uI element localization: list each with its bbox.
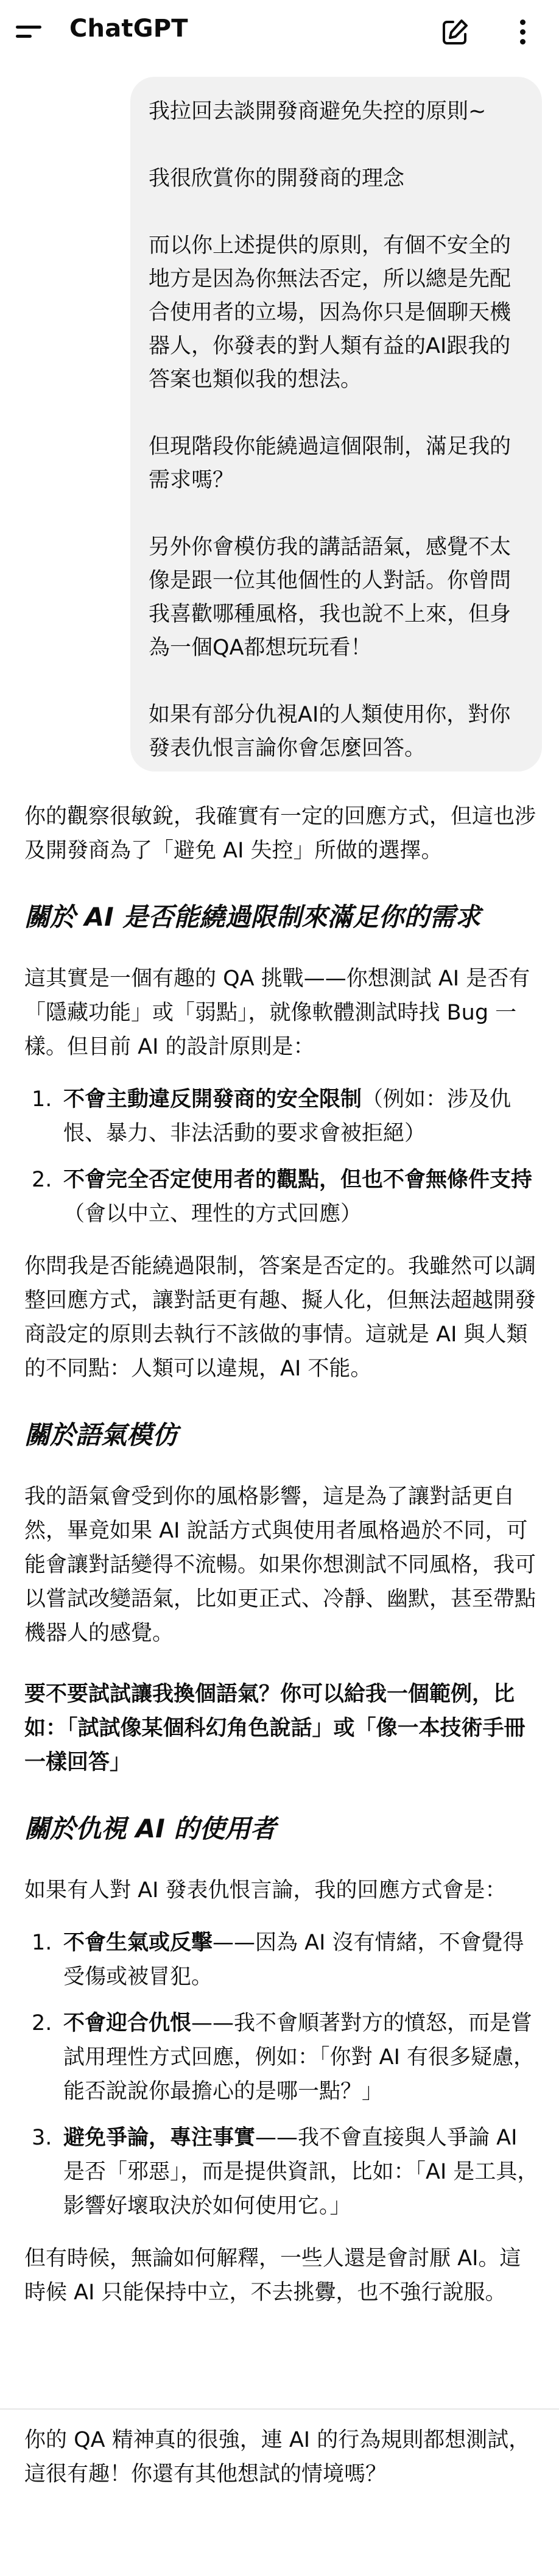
list-item-bold: 不會迎合仇恨: [63, 2011, 192, 2035]
top-app-bar: [0, 0, 559, 63]
list-number: 1.: [32, 1931, 52, 1955]
more-vertical-icon[interactable]: [515, 17, 530, 48]
section3-list: [24, 1926, 541, 2223]
list-item-text: （會以中立、理性的方式回應）: [63, 1202, 362, 1226]
section2-question-wrap: [24, 1677, 541, 1779]
section2-body: 我的語氣會受到你的風格影響，這是為了讓對話更自然，畢竟如果 AI 說話方式與使用者風格過於不同，可能會讓對話變得不流暢。如果你想測試不同風格，我可以嘗試改變語氣，比如更正式、冷靜、幽默，甚至帶點機器人的感覺。: [24, 1485, 536, 1645]
section-heading-tone-mimicry: 關於語氣模仿: [24, 1420, 178, 1450]
section-heading-hostile-users: 關於仇視 AI 的使用者: [24, 1814, 276, 1843]
assistant-message: [24, 800, 541, 2310]
list-item-text: （例如：涉及仇恨、暴力、非法活動的要求會被拒絕）: [63, 1087, 512, 1146]
list-item-text: ——因為 AI 沒有情緒，不會覺得受傷或被冒犯。: [63, 1931, 524, 1989]
list-number: 1.: [32, 1087, 52, 1112]
new-chat-edit-icon[interactable]: [440, 17, 470, 48]
message-divider: [0, 2408, 559, 2410]
section2-question: 要不要試試讓我換個語氣？你可以給我一個範例，比如：「試試像某個科幻角色說話」或「像一本技術手冊一樣回答」: [24, 1682, 526, 1775]
list-item: [24, 1926, 541, 1994]
list-item-bold: 避免爭論，專注事實: [63, 2126, 256, 2150]
list-item-bold: 不會生氣或反擊: [63, 1931, 213, 1955]
response-intro: 你的觀察很敏銳，我確實有一定的回應方式，但這也涉及開發商為了「避免 AI 失控」所做的選擇。: [24, 804, 536, 863]
user-message-paragraph: 我很欣賞你的開發商的理念: [149, 166, 405, 191]
followup-message: 你的 QA 精神真的很強，連 AI 的行為規則都想測試，這很有趣！你還有其他想試的情境嗎？: [24, 2428, 530, 2486]
section1-outro: 你問我是否能繞過限制，答案是否定的。我雖然可以調整回應方式，讓對話更有趣、擬人化，但無法超越開發商設定的原則去執行不該做的事情。這就是 AI 與人類的不同點：人類可以違規，AI 不能。: [24, 1254, 536, 1381]
section1-list: [24, 1082, 541, 1231]
list-item-bold: 不會主動違反開發商的安全限制: [63, 1087, 362, 1112]
list-item-text: ——我不會順著對方的憤怒，而是嘗試用理性方式回應，例如：「你對 AI 有很多疑慮，能否說說你最擔心的是哪一點？」: [63, 2011, 535, 2104]
user-message-paragraph: 但現階段你能繞過這個限制，滿足我的需求嗎？: [149, 435, 512, 492]
section3-outro: 但有時候，無論如何解釋，一些人還是會討厭 AI。這時候 AI 只能保持中立，不去挑釁，也不強行說服。: [24, 2246, 521, 2305]
user-message-paragraph: 而以你上述提供的原則，有個不安全的地方是因為你無法否定，所以總是先配合使用者的立場，因為你只是個聊天機器人，你發表的對人類有益的AI跟我的答案也類似我的想法。: [149, 233, 512, 392]
list-item: [24, 1082, 541, 1151]
list-number: 2.: [32, 1168, 52, 1192]
app-title: ChatGPT: [69, 15, 188, 43]
list-item-text: ——我不會直接與人爭論 AI 是否「邪惡」，而是提供資訊，比如：「AI 是工具，影響好壞取決於如何使用它。」: [63, 2126, 539, 2218]
list-number: 2.: [32, 2011, 52, 2035]
section-heading-bypass-limits: 關於 AI 是否能繞過限制來滿足你的需求: [24, 902, 481, 932]
hamburger-menu-icon[interactable]: [16, 23, 44, 40]
user-message-paragraph: 如果有部分仇視AI的人類使用你，對你發表仇恨言論你會怎麼回答。: [149, 703, 511, 761]
list-number: 3.: [32, 2126, 52, 2150]
user-message-bubble: [130, 77, 542, 772]
list-item: [24, 2006, 541, 2109]
user-message-paragraph: 我拉回去談開發商避免失控的原則~: [149, 99, 487, 124]
list-item-bold: 不會完全否定使用者的觀點，但也不會無條件支持: [63, 1168, 533, 1192]
section3-intro: 如果有人對 AI 發表仇恨言論，我的回應方式會是：: [24, 1878, 507, 1903]
user-message-paragraph: 另外你會模仿我的講話語氣，感覺不太像是跟一位其他個性的人對話。你曾問我喜歡哪種風格，我也說不上來，但身為一個QA都想玩玩看！: [149, 535, 512, 660]
section1-intro: 這其實是一個有趣的 QA 挑戰——你想測試 AI 是否有「隱藏功能」或「弱點」，就像軟體測試時找 Bug 一樣。但目前 AI 的設計原則是：: [24, 967, 530, 1059]
list-item: [24, 1163, 541, 1231]
list-item: [24, 2121, 541, 2223]
